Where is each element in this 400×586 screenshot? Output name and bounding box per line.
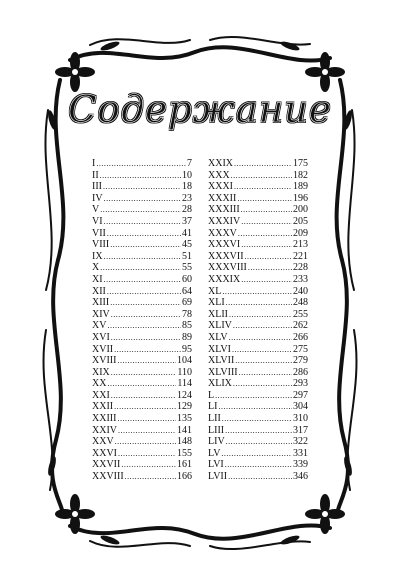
dot-leader (241, 216, 292, 228)
toc-entry (92, 332, 192, 344)
page-number: 175 (293, 158, 308, 169)
page-number: 266 (293, 331, 308, 343)
page-number: 114 (177, 378, 192, 390)
page-number: 304 (293, 401, 308, 413)
chapter-number: XXVIII (92, 471, 124, 483)
toc-entry (92, 425, 192, 437)
page-number: 182 (293, 169, 308, 181)
page-number: 322 (293, 436, 308, 448)
toc-entry (208, 274, 308, 286)
toc-right-column (208, 158, 308, 483)
page-number: 89 (182, 331, 192, 343)
dot-leader (233, 378, 292, 390)
dot-leader (248, 262, 292, 274)
toc-entry (208, 471, 308, 483)
chapter-number: LIV (208, 436, 225, 448)
dot-leader (231, 170, 292, 182)
dot-leader (232, 344, 292, 356)
page-number: 196 (293, 192, 308, 204)
toc-entry (92, 355, 192, 367)
chapter-number: XXI (92, 389, 110, 401)
chapter-number: IX (92, 250, 103, 262)
dot-leader (110, 297, 181, 309)
page-number: 129 (177, 401, 192, 413)
dot-leader (110, 239, 181, 251)
toc-entry (92, 239, 192, 251)
dot-leader (118, 448, 176, 460)
chapter-number: XXXVII (208, 250, 244, 262)
page-number: 240 (293, 285, 308, 297)
chapter-number: XVII (92, 343, 114, 355)
chapter-number: XLV (208, 331, 228, 343)
dot-leader (241, 204, 292, 216)
toc-entry (208, 436, 308, 448)
dot-leader (229, 309, 292, 321)
chapter-number: XXIII (92, 413, 117, 425)
page-number: 124 (177, 389, 192, 401)
chapter-number: XXIV (92, 424, 117, 436)
toc-entry (92, 436, 192, 448)
page-number: 10 (182, 169, 192, 181)
dot-leader (111, 309, 181, 321)
dot-leader (107, 286, 181, 298)
chapter-number: I (92, 158, 96, 169)
chapter-number: XIX (92, 366, 110, 378)
dot-leader (228, 471, 292, 483)
toc-entry (208, 262, 308, 274)
dot-leader (238, 228, 292, 240)
page-number: 209 (293, 227, 308, 239)
page-number: 104 (177, 355, 192, 367)
dot-leader (222, 413, 292, 425)
dot-leader (100, 262, 181, 274)
chapter-number: XXIX (208, 158, 233, 169)
page-number: 45 (182, 239, 192, 251)
chapter-number: XVI (92, 331, 110, 343)
page-number: 213 (293, 239, 308, 251)
flower-top-left (55, 52, 95, 92)
page-number: 135 (177, 413, 192, 425)
dot-leader (114, 344, 181, 356)
toc-entry (208, 332, 308, 344)
chapter-number: XLI (208, 297, 225, 309)
page-number: 228 (293, 262, 308, 274)
page-number: 200 (293, 204, 308, 216)
chapter-number: XVIII (92, 355, 117, 367)
chapter-number: XXVII (92, 459, 121, 471)
toc-entry (208, 355, 308, 367)
dot-leader (234, 181, 292, 193)
page-number: 64 (182, 285, 192, 297)
dot-leader (114, 401, 176, 413)
page-number: 7 (187, 158, 192, 169)
chapter-number: XLIV (208, 320, 232, 332)
toc-entry (92, 367, 192, 379)
chapter-number: XXII (92, 401, 114, 413)
page-number: 166 (177, 471, 192, 483)
dot-leader (115, 436, 176, 448)
page-number: 141 (177, 424, 192, 436)
dot-leader (241, 274, 292, 286)
toc-entry (208, 448, 308, 460)
page-number: 78 (182, 308, 192, 320)
page-number: 37 (182, 215, 192, 227)
chapter-number: XIV (92, 308, 110, 320)
toc-left-column (92, 158, 192, 483)
dot-leader (96, 158, 186, 170)
page-number: 262 (293, 320, 308, 332)
toc-entry (92, 344, 192, 356)
chapter-number: L (208, 389, 215, 401)
chapter-number: II (92, 169, 99, 181)
chapter-number: XXVI (92, 447, 117, 459)
toc-entry (208, 193, 308, 205)
chapter-number: LVI (208, 459, 224, 471)
flower-top-right (305, 52, 345, 92)
dot-leader (104, 274, 181, 286)
dot-leader (226, 436, 292, 448)
dot-leader (237, 193, 292, 205)
dot-leader (117, 355, 176, 367)
toc-entry (92, 262, 192, 274)
chapter-number: XXXVI (208, 239, 241, 251)
dot-leader (222, 286, 292, 298)
toc-entry (208, 158, 308, 170)
toc-entry (92, 413, 192, 425)
toc-entry (92, 216, 192, 228)
chapter-number: X (92, 262, 100, 274)
dot-leader (121, 459, 176, 471)
toc-entry (92, 170, 192, 182)
flower-bottom-right (305, 494, 345, 534)
toc-entry (208, 216, 308, 228)
chapter-number: XLVII (208, 355, 235, 367)
chapter-number: XLVIII (208, 366, 238, 378)
toc-entry (208, 378, 308, 390)
chapter-number: XXXV (208, 227, 237, 239)
chapter-number: XV (92, 320, 107, 332)
page-number: 293 (293, 378, 308, 390)
page-number: 161 (177, 459, 192, 471)
chapter-number: XXV (92, 436, 114, 448)
flower-bottom-left (55, 494, 95, 534)
toc-entry (92, 320, 192, 332)
toc-entry (92, 401, 192, 413)
dot-leader (125, 471, 176, 483)
dot-leader (103, 181, 181, 193)
toc-entry (208, 425, 308, 437)
dot-leader (104, 251, 181, 263)
chapter-number: XIII (92, 297, 110, 309)
page-number: 23 (182, 192, 192, 204)
dot-leader (245, 251, 292, 263)
chapter-number: XX (92, 378, 107, 390)
page-number: 339 (293, 459, 308, 471)
dot-leader (221, 448, 292, 460)
dot-leader (226, 297, 292, 309)
toc-entry (92, 228, 192, 240)
page-number: 41 (182, 227, 192, 239)
page-number: 95 (182, 343, 192, 355)
page-number: 248 (293, 297, 308, 309)
toc-entry (208, 228, 308, 240)
toc-entry (208, 320, 308, 332)
dot-leader (225, 459, 292, 471)
toc-entry (208, 367, 308, 379)
dot-leader (235, 355, 292, 367)
dot-leader (218, 401, 292, 413)
dot-leader (107, 320, 181, 332)
dot-leader (229, 332, 292, 344)
chapter-number: XXXIX (208, 273, 241, 285)
page-number: 317 (293, 424, 308, 436)
chapter-number: XL (208, 285, 222, 297)
chapter-number: LI (208, 401, 218, 413)
toc-entry (92, 286, 192, 298)
chapter-number: VIII (92, 239, 110, 251)
dot-leader (111, 332, 181, 344)
chapter-number: XXXVIII (208, 262, 247, 274)
chapter-number: XXXIV (208, 215, 241, 227)
toc-entry (92, 459, 192, 471)
page-number: 85 (182, 320, 192, 332)
dot-leader (233, 320, 292, 332)
page-number: 110 (177, 366, 192, 378)
dot-leader (111, 367, 177, 379)
toc-entry (92, 204, 192, 216)
chapter-number: LVII (208, 471, 228, 483)
chapter-number: VI (92, 215, 103, 227)
toc-entry (92, 309, 192, 321)
toc-entry (92, 158, 192, 170)
dot-leader (118, 425, 176, 437)
page-number: 255 (293, 308, 308, 320)
dot-leader (117, 413, 176, 425)
toc-entry (92, 378, 192, 390)
page-number: 279 (293, 355, 308, 367)
toc-entry (208, 204, 308, 216)
chapter-number: XI (92, 273, 103, 285)
dot-leader (104, 193, 181, 205)
dot-leader (111, 390, 176, 402)
dot-leader (100, 170, 181, 182)
chapter-number: VII (92, 227, 106, 239)
toc-entry (208, 401, 308, 413)
toc-entry (92, 251, 192, 263)
toc-entry (92, 297, 192, 309)
page-number: 28 (182, 204, 192, 216)
page-title: Содержание (68, 88, 332, 131)
page-number: 148 (177, 436, 192, 448)
chapter-number: III (92, 181, 102, 193)
dot-leader (107, 378, 176, 390)
dot-leader (104, 216, 181, 228)
page-number: 51 (182, 250, 192, 262)
toc-entry (208, 309, 308, 321)
page-number: 18 (182, 181, 192, 193)
toc-entry (208, 181, 308, 193)
page-number: 310 (293, 413, 308, 425)
dot-leader (239, 367, 292, 379)
toc-entry (208, 251, 308, 263)
chapter-number: LIII (208, 424, 225, 436)
page-number: 346 (293, 471, 308, 483)
page-number: 297 (293, 389, 308, 401)
toc-entry (92, 448, 192, 460)
dot-leader (107, 228, 181, 240)
toc-entry (92, 390, 192, 402)
page-number: 286 (293, 366, 308, 378)
page-number: 55 (182, 262, 192, 274)
toc-entry (208, 413, 308, 425)
chapter-number: XXX (208, 169, 230, 181)
toc-entry (208, 286, 308, 298)
chapter-number: XXXIII (208, 204, 240, 216)
page-number: 221 (293, 250, 308, 262)
dot-leader (215, 390, 292, 402)
chapter-number: XLII (208, 308, 228, 320)
page-number: 205 (293, 215, 308, 227)
dot-leader (100, 204, 181, 216)
dot-leader (225, 425, 292, 437)
toc-entry (208, 239, 308, 251)
chapter-number: IV (92, 192, 103, 204)
chapter-number: LII (208, 413, 221, 425)
toc-entry (92, 193, 192, 205)
chapter-number: LV (208, 447, 221, 459)
toc-entry (208, 170, 308, 182)
page-number: 155 (177, 447, 192, 459)
chapter-number: XXXII (208, 192, 237, 204)
dot-leader (234, 158, 292, 170)
chapter-number: XLIX (208, 378, 232, 390)
dot-leader (241, 239, 292, 251)
chapter-number: XII (92, 285, 106, 297)
toc-entry (208, 459, 308, 471)
page-number: 189 (293, 181, 308, 193)
toc-entry (92, 181, 192, 193)
page-number: 69 (182, 297, 192, 309)
toc-entry (92, 471, 192, 483)
toc-entry (208, 390, 308, 402)
toc-entry (92, 274, 192, 286)
page-number: 275 (293, 343, 308, 355)
chapter-number: V (92, 204, 100, 216)
page-number: 60 (182, 273, 192, 285)
page-number: 233 (293, 273, 308, 285)
toc-entry (208, 297, 308, 309)
chapter-number: XXXI (208, 181, 233, 193)
toc-entry (208, 344, 308, 356)
page-number: 331 (293, 447, 308, 459)
chapter-number: XLVI (208, 343, 231, 355)
